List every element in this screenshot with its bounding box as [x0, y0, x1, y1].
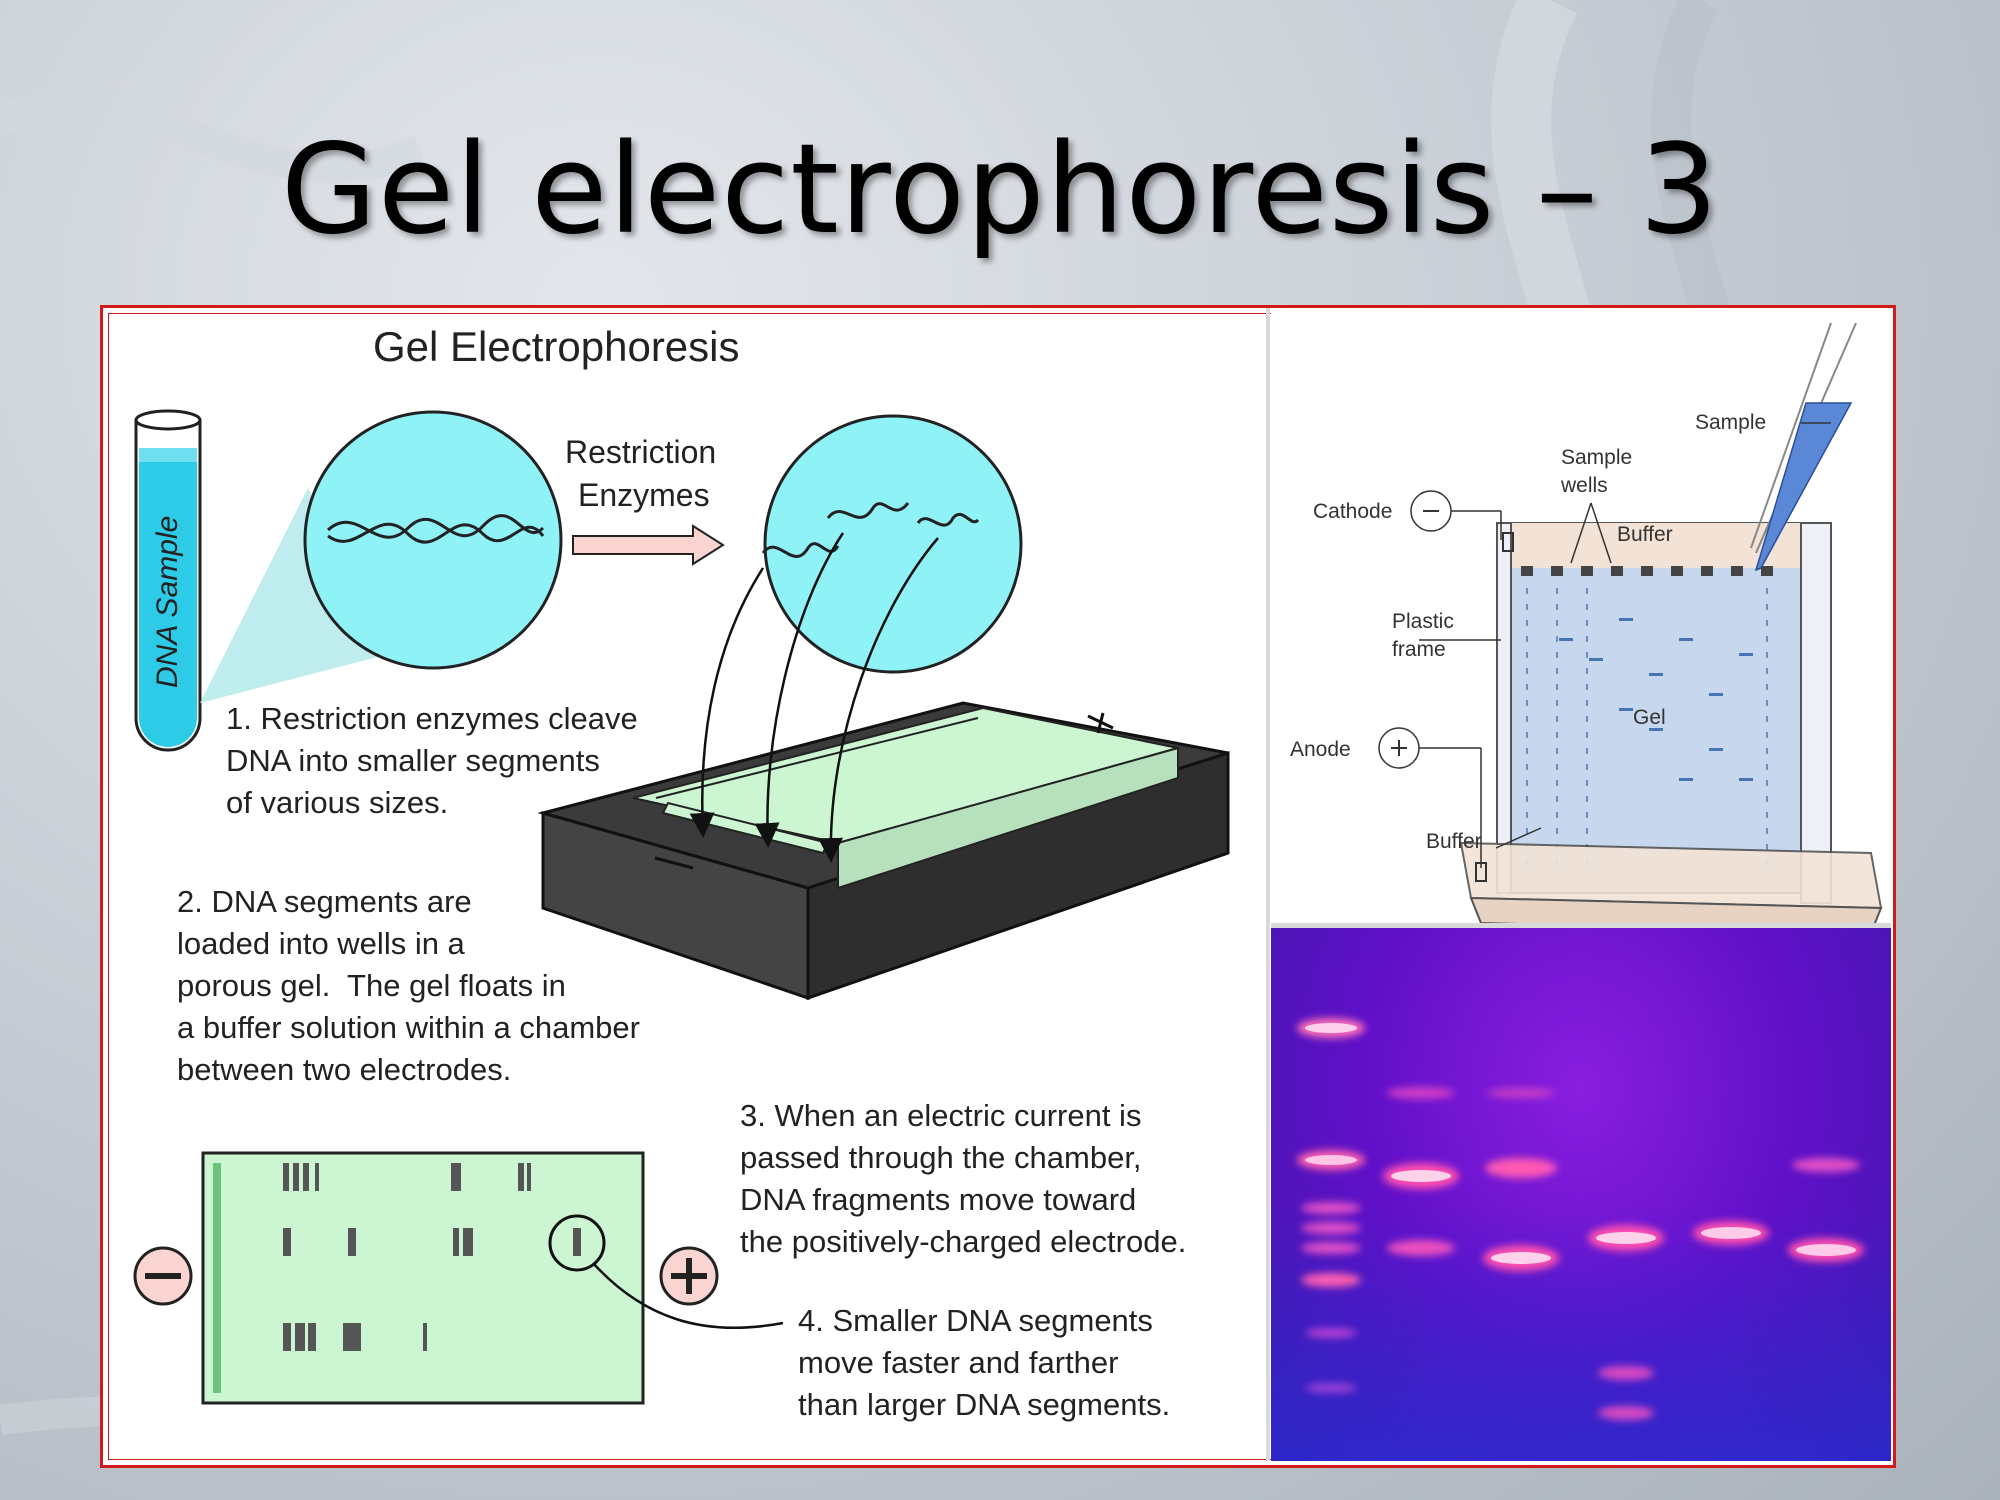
dna-sample-label: DNA Sample [151, 515, 184, 688]
negative-electrode-icon [135, 1248, 191, 1304]
anode-label: Anode [1290, 738, 1351, 761]
step4-line3: than larger DNA segments. [798, 1387, 1171, 1422]
step2-line5: between two electrodes. [177, 1052, 512, 1087]
sample-wells-label-1: Sample [1561, 446, 1633, 469]
diagram-title: Gel Electrophoresis [373, 323, 740, 370]
gel-photo-bands [1271, 928, 1891, 1461]
cathode-label: Cathode [1313, 500, 1393, 523]
gel-photo [1271, 928, 1891, 1461]
enzymes-label: Enzymes [578, 477, 710, 513]
restriction-arrow [573, 526, 723, 564]
step4-line2: move faster and farther [798, 1345, 1119, 1380]
step1-line2: DNA into smaller segments [226, 743, 600, 778]
gel-label: Gel [1633, 706, 1666, 729]
sample-label: Sample [1695, 411, 1767, 434]
step1-line1: 1. Restriction enzymes cleave [226, 701, 638, 736]
content-frame [100, 305, 1896, 1468]
step1-line3: of various sizes. [226, 785, 449, 820]
plastic-frame-label-1: Plastic [1392, 610, 1454, 633]
sample-wells-label-2: wells [1561, 474, 1608, 497]
step3-line3: DNA fragments move toward [740, 1182, 1137, 1217]
positive-electrode-icon [661, 1248, 717, 1304]
restriction-label: Restriction [565, 434, 717, 470]
step2-line1: 2. DNA segments are [177, 884, 472, 919]
slide-title: Gel electrophoresis – 3 [280, 118, 1720, 262]
buffer-bottom-label: Buffer [1426, 830, 1482, 853]
apparatus-panel [1271, 308, 1891, 925]
step2-line4: a buffer solution within a chamber [177, 1010, 640, 1045]
buffer-top-label: Buffer [1617, 523, 1673, 546]
plastic-frame-label-2: frame [1392, 638, 1446, 661]
apparatus-illustration [1271, 308, 1891, 925]
panel-divider-vertical [1266, 308, 1270, 1461]
step2-line3: porous gel. The gel floats in [177, 968, 566, 1003]
step4-line1: 4. Smaller DNA segments [798, 1303, 1153, 1338]
dna-strand-circle [305, 412, 561, 668]
step2-line2: loaded into wells in a [177, 926, 465, 961]
step3-line4: the positively-charged electrode. [740, 1224, 1187, 1259]
dna-fragments-circle [763, 416, 1021, 672]
step3-line1: 3. When an electric current is [740, 1098, 1142, 1133]
step3-line2: passed through the chamber, [740, 1140, 1142, 1175]
gel-chamber [543, 703, 1228, 998]
